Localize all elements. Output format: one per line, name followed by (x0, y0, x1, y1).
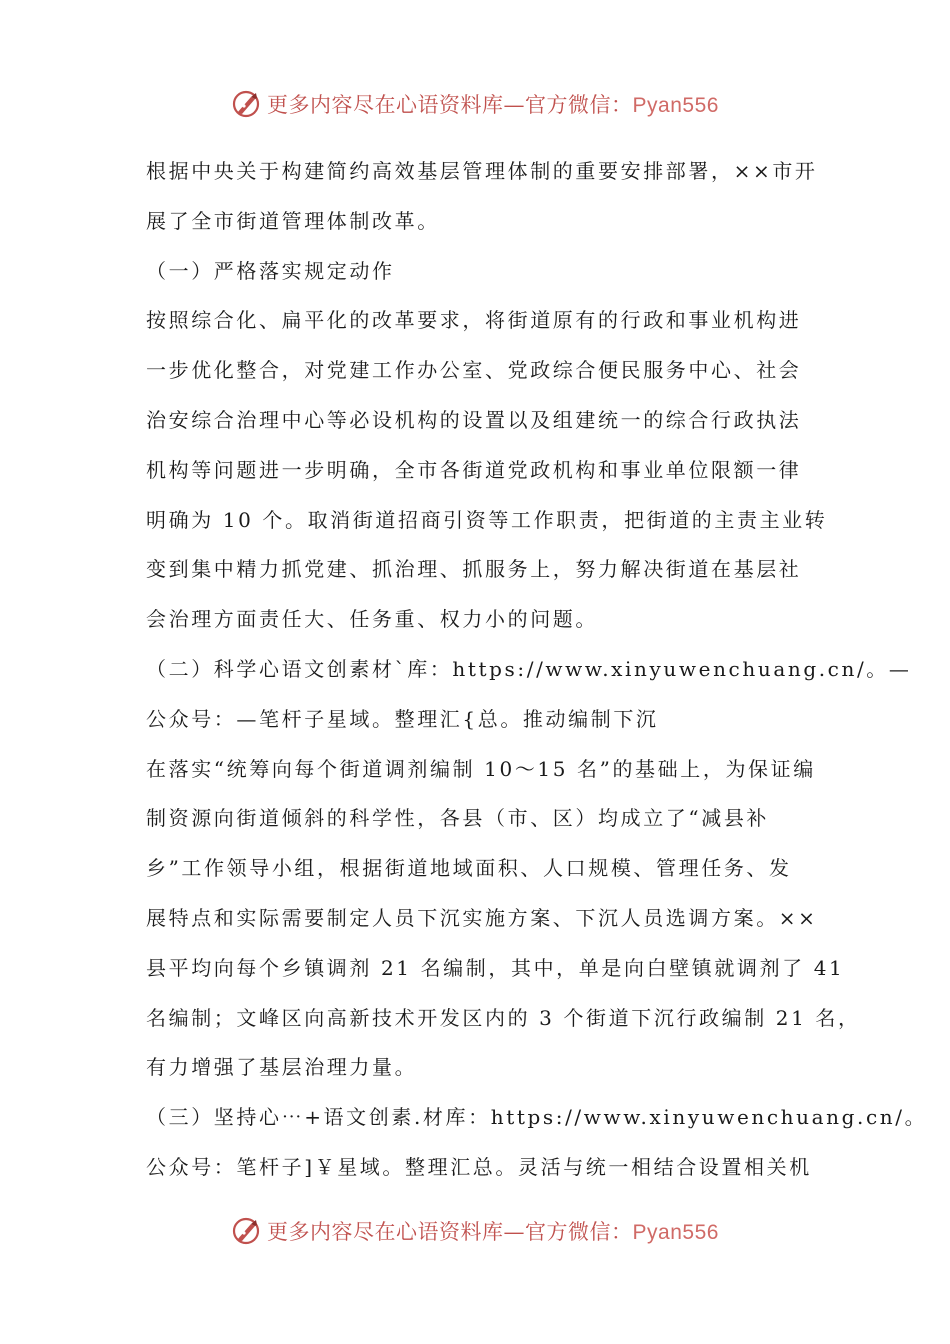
wechat-id: Pyan556 (632, 1221, 719, 1244)
paragraph-line: 公众号：笔杆子]￥星域。整理汇总。灵活与统一相结合设置相关机 (146, 1154, 812, 1179)
document-body (146, 147, 928, 1193)
paragraph-line: 明确为 10 个。取消街道招商引资等工作职责，把街道的主责主业转 (146, 507, 828, 532)
paragraph-line: 治安综合治理中心等必设机构的设置以及组建统一的综合行政执法 (146, 407, 802, 432)
pen-circle-logo-icon (231, 1216, 261, 1246)
paragraph-line: 在落实“统筹向每个街道调剂编制 10～15 名”的基础上，为保证编 (146, 756, 816, 781)
paragraph-line: 根据中央关于构建简约高效基层管理体制的重要安排部署，××市开 (146, 159, 818, 183)
paragraph-line: 有力增强了基层治理力量。 (146, 1055, 418, 1080)
paragraph-line: 展了全市街道管理体制改革。 (146, 208, 440, 233)
wechat-id: Pyan556 (632, 94, 719, 117)
paragraph-line: 按照综合化、扁平化的改革要求，将街道原有的行政和事业机构进 (146, 308, 802, 333)
header-banner (0, 84, 950, 124)
banner-text: 更多内容尽在心语资料库—官方微信：Pyan556 (267, 93, 719, 117)
section-heading: （三）坚持心⋯+语文创素.材库：https://www.xinyuwenchuang.cn/。 (146, 1105, 928, 1130)
paragraph-line: 乡”工作领导小组，根据街道地域面积、人口规模、管理任务、发 (146, 856, 792, 881)
paragraph-line: 制资源向街道倾斜的科学性，各县（市、区）均成立了“减县补 (146, 806, 770, 831)
paragraph-line: 一步优化整合，对党建工作办公室、党政综合便民服务中心、社会 (146, 358, 802, 383)
pen-circle-logo-icon (231, 89, 261, 119)
paragraph-line: 县平均向每个乡镇调剂 21 名编制，其中，单是向白壁镇就调剂了 41 (146, 955, 845, 980)
paragraph-line: 机构等问题进一步明确，全市各街道党政机构和事业单位限额一律 (146, 457, 802, 482)
footer-banner (0, 1211, 950, 1251)
section-heading: （二）科学心语文创素材`库：https://www.xinyuwenchuang.cn/。— (146, 656, 912, 681)
banner-text: 更多内容尽在心语资料库—官方微信：Pyan556 (267, 1220, 719, 1244)
section-heading: 公众号：—笔杆子星域。整理汇{总。推动编制下沉 (146, 706, 659, 731)
paragraph-line: 名编制；文峰区向高新技术开发区内的 3 个街道下沉行政编制 21 名， (146, 1005, 861, 1030)
paragraph-line: 会治理方面责任大、任务重、权力小的问题。 (146, 607, 598, 632)
section-heading: （一）严格落实规定动作 (146, 258, 395, 283)
paragraph-line: 展特点和实际需要制定人员下沉实施方案、下沉人员选调方案。×× (146, 905, 818, 930)
paragraph-line: 变到集中精力抓党建、抓治理、抓服务上，努力解决街道在基层社 (146, 557, 802, 582)
